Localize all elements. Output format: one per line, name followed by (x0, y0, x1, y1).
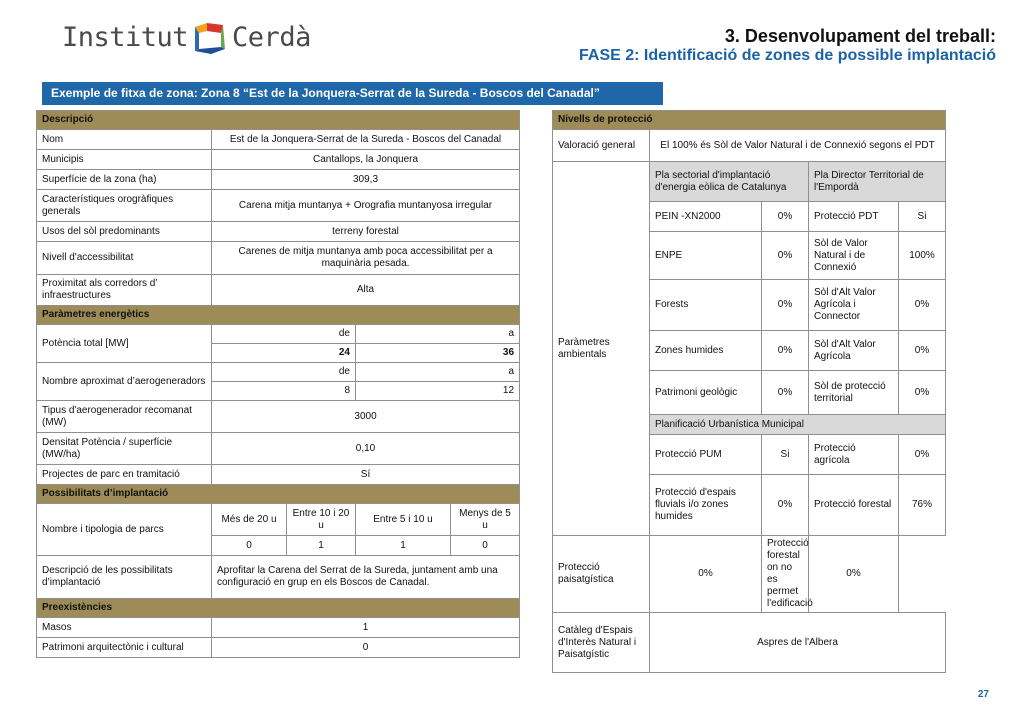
protection-value: 0% (762, 475, 809, 536)
corredors-value: Alta (212, 275, 520, 306)
cataleg-value: Aspres de l'Albera (650, 613, 946, 673)
municipis-label: Municipis (37, 150, 212, 170)
usos-value: terreny forestal (212, 222, 520, 242)
section-energetics: Paràmetres energètics (37, 306, 520, 325)
tipologia-value: 0 (451, 536, 520, 556)
section-descripcio: Descripció (37, 111, 520, 130)
protection-item: Protecció agrícola (809, 435, 899, 475)
potencia-label: Potència total [MW] (37, 325, 212, 363)
potencia-a-value: 36 (356, 344, 520, 363)
protection-value: 0% (762, 280, 809, 331)
nombre-de-header: de (212, 363, 356, 382)
protection-value: 0% (762, 331, 809, 371)
nombre-label: Nombre aproximat d’aerogeneradors (37, 363, 212, 401)
projectes-value: Sí (212, 465, 520, 485)
institut-cerda-logo (62, 18, 311, 58)
protection-value: 0% (899, 331, 946, 371)
cerda-logo-icon (193, 21, 227, 55)
tipologia-label: Nombre i tipologia de parcs (37, 504, 212, 556)
protection-value: Si (762, 435, 809, 475)
protection-item: PEIN -XN2000 (650, 202, 762, 232)
superficie-label: Superfície de la zona (ha) (37, 170, 212, 190)
protection-item: Patrimoni geològic (650, 371, 762, 415)
ambientals-label: Paràmetres ambientals (553, 162, 650, 536)
nombre-de-value: 8 (212, 382, 356, 401)
tipologia-header: Entre 5 i 10 u (356, 504, 451, 536)
protection-item: Protecció forestal (809, 475, 899, 536)
tipologia-value: 1 (287, 536, 356, 556)
corredors-label: Proximitat als corredors d’ infraestructures (37, 275, 212, 306)
protection-value: 0% (899, 435, 946, 475)
usos-label: Usos del sòl predominants (37, 222, 212, 242)
municipis-value: Cantallops, la Jonquera (212, 150, 520, 170)
section-possibilitats: Possibilitats d’implantació (37, 485, 520, 504)
protection-value: 0% (899, 371, 946, 415)
protection-value: 76% (899, 475, 946, 536)
nom-label: Nom (37, 130, 212, 150)
protection-value: 0% (762, 202, 809, 232)
section-preexistencies: Preexistències (37, 599, 520, 618)
superficie-value: 309,3 (212, 170, 520, 190)
logo-text-left: Institut (62, 22, 189, 53)
protection-value: 0% (762, 232, 809, 280)
protection-value: 0% (809, 536, 899, 613)
cataleg-label: Catàleg d'Espais d'Interès Natural i Paisatgístic (553, 613, 650, 673)
patrimoni-label: Patrimoni arquitectònic i cultural (37, 638, 212, 658)
protection-value: 0% (650, 536, 762, 613)
planificacio-header: Planificació Urbanística Municipal (650, 415, 946, 435)
accessibilitat-label: Nivell d'accessibilitat (37, 242, 212, 275)
valoracio-label: Valoració general (553, 130, 650, 162)
descripcio-possibilitats-value: Aprofitar la Carena del Serrat de la Sureda, juntament amb una configuració en grup en els Boscos de Canadal. (212, 556, 520, 599)
protection-item: Forests (650, 280, 762, 331)
protection-item: Sòl d'Alt Valor Agrícola (809, 331, 899, 371)
densitat-value: 0,10 (212, 433, 520, 465)
protection-item: ENPE (650, 232, 762, 280)
page-subtitle: FASE 2: Identificació de zones de possible implantació (579, 47, 996, 64)
page-title: 3. Desenvolupament del treball: (724, 26, 996, 46)
projectes-label: Projectes de parc en tramitació (37, 465, 212, 485)
tipus-value: 3000 (212, 401, 520, 433)
masos-value: 1 (212, 618, 520, 638)
nombre-a-header: a (356, 363, 520, 382)
protection-item: Sòl de Valor Natural i de Connexió (809, 232, 899, 280)
zone-description-table (36, 110, 520, 658)
protection-value: Si (899, 202, 946, 232)
protection-item: Protecció PDT (809, 202, 899, 232)
pla-director-header: Pla Director Territorial de l'Empordà (809, 162, 946, 202)
protection-value: 0% (762, 371, 809, 415)
page-number: 27 (977, 689, 989, 700)
potencia-de-header: de (212, 325, 356, 344)
tipologia-value: 1 (356, 536, 451, 556)
protection-value: 0% (899, 280, 946, 331)
protection-levels-table (552, 110, 946, 673)
densitat-label: Densitat Potència / superfície (MW/ha) (37, 433, 212, 465)
patrimoni-value: 0 (212, 638, 520, 658)
protection-item: Zones humides (650, 331, 762, 371)
section-nivells: Nivells de protecció (553, 111, 946, 130)
zone-banner: Exemple de fitxa de zona: Zona 8 “Est de la Jonquera-Serrat de la Sureda - Boscos del Canadal” (42, 82, 663, 105)
tipologia-header: Menys de 5 u (451, 504, 520, 536)
tipologia-header: Més de 20 u (212, 504, 287, 536)
protection-item: Sòl d'Alt Valor Agrícola i Connector (809, 280, 899, 331)
masos-label: Masos (37, 618, 212, 638)
nombre-a-value: 12 (356, 382, 520, 401)
protection-value: 100% (899, 232, 946, 280)
logo-text-right: Cerdà (232, 22, 311, 53)
potencia-a-header: a (356, 325, 520, 344)
protection-item: Protecció d'espais fluvials i/o zones humides (650, 475, 762, 536)
descripcio-possibilitats-label: Descripció de les possibilitats d’implantació (37, 556, 212, 599)
nom-value: Est de la Jonquera-Serrat de la Sureda - Boscos del Canadal (212, 130, 520, 150)
protection-item: Protecció forestal on no es permet l'edificació (762, 536, 809, 613)
valoracio-value: El 100% és Sòl de Valor Natural i de Connexió segons el PDT (650, 130, 946, 162)
pla-sectorial-header: Pla sectorial d'implantació d'energia eòlica de Catalunya (650, 162, 809, 202)
tipus-label: Tipus d'aerogenerador recomanat (MW) (37, 401, 212, 433)
protection-item: Protecció PUM (650, 435, 762, 475)
protection-item: Protecció paisatgística (553, 536, 650, 613)
protection-item: Sòl de protecció territorial (809, 371, 899, 415)
accessibilitat-value: Carenes de mitja muntanya amb poca accessibilitat per a maquinària pesada. (212, 242, 520, 275)
tipologia-value: 0 (212, 536, 287, 556)
potencia-de-value: 24 (212, 344, 356, 363)
orografiques-value: Carena mitja muntanya + Orografia muntanyosa irregular (212, 190, 520, 222)
orografiques-label: Característiques orogràfiques generals (37, 190, 212, 222)
tipologia-header: Entre 10 i 20 u (287, 504, 356, 536)
